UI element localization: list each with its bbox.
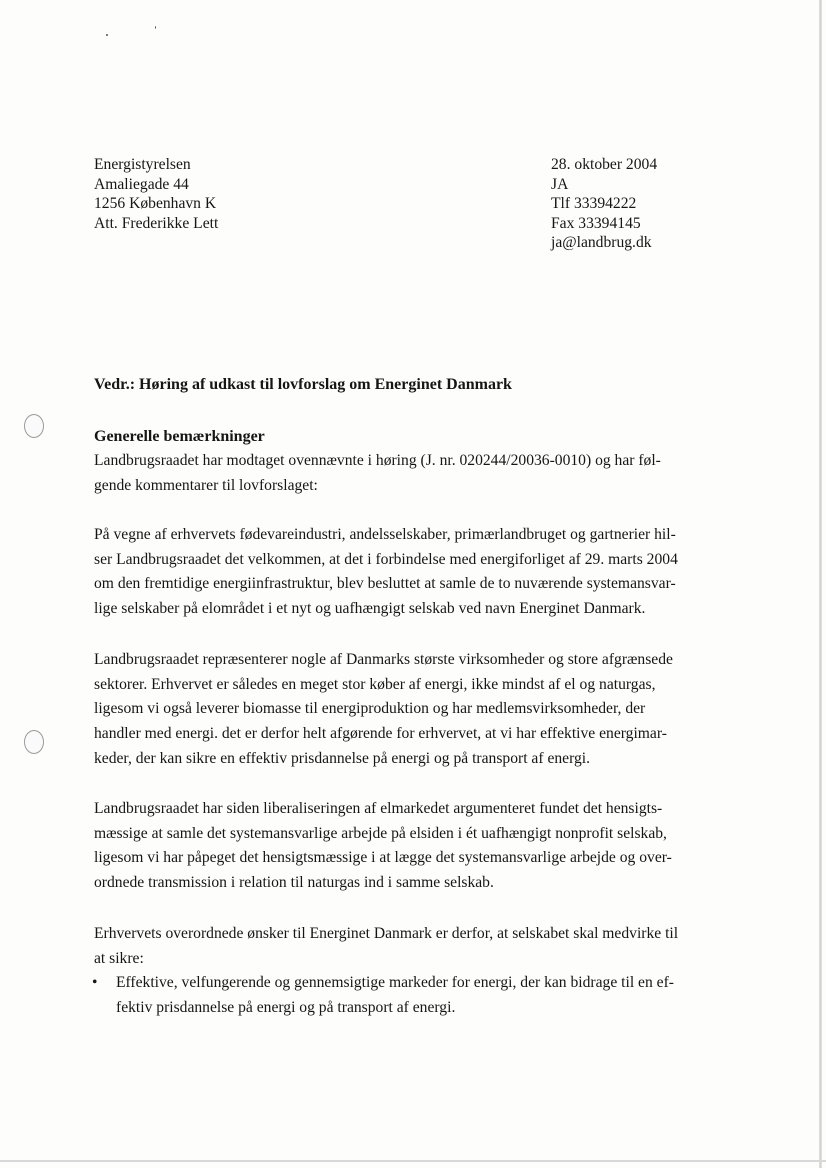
paragraph-line: keder, der kan sikre en effektiv prisdannelse på energi og på transport af energi. <box>94 749 591 767</box>
body-paragraph <box>94 523 722 622</box>
recipient-address <box>94 155 218 233</box>
recipient-line: Att. Frederikke Lett <box>94 214 219 232</box>
body-paragraph <box>94 648 722 772</box>
sender-info <box>551 155 657 253</box>
paragraph-line: ligesom vi har påpeget det hensigtsmæssige i at lægge det systemansvarlige arbejde og over- <box>94 849 672 867</box>
bullet-line: fektiv prisdannelse på energi og på transport af energi. <box>116 998 456 1016</box>
paragraph-line: Landbrugsraadet repræsenterer nogle af Danmarks største virksomheder og store afgrænsede <box>94 651 673 668</box>
subject-line: Vedr.: Høring af udkast til lovforslag om Energinet Danmark <box>94 376 512 393</box>
bullet-item <box>92 971 720 1020</box>
recipient-line: Amaliegade 44 <box>94 175 189 193</box>
paragraph-line: På vegne af erhvervets fødevareindustri, andelsselskaber, primærlandbruget og gartnerier hil- <box>94 526 676 543</box>
body-paragraph <box>94 797 722 896</box>
scan-speck <box>155 26 156 29</box>
body-paragraph <box>94 449 722 498</box>
section-heading: Generelle bemærkninger <box>94 428 265 445</box>
bullet-icon: • <box>92 974 98 991</box>
scan-bottom-edge <box>0 1160 826 1162</box>
paragraph-line: sektorer. Erhvervet er således en meget stor køber af energi, ikke mindst af el og naturgas, <box>94 675 656 693</box>
sender-initials: JA <box>551 175 569 193</box>
scan-speck <box>106 34 108 36</box>
paragraph-line: at sikre: <box>94 949 144 967</box>
recipient-line: 1256 København K <box>94 195 217 213</box>
punch-hole-top <box>24 414 44 438</box>
paragraph-line: ser Landbrugsraadet det velkommen, at det i forbindelse med energiforliget af 29. marts 2004 <box>94 550 678 568</box>
body-paragraph <box>94 922 722 971</box>
paragraph-line: lige selskaber på elområdet i et nyt og uafhængigt selskab ved navn Energinet Danmark. <box>94 600 646 618</box>
sender-phone: Tlf 33394222 <box>551 195 637 213</box>
paragraph-line: om den fremtidige energiinfrastruktur, blev besluttet at samle de to nuværende systemansvar- <box>94 575 676 593</box>
paragraph-line: Erhvervets overordnede ønsker til Energinet Danmark er derfor, at selskabet skal medvirke til <box>94 925 679 942</box>
sender-email: ja@landbrug.dk <box>551 234 652 252</box>
letter-date: 28. oktober 2004 <box>551 156 658 173</box>
bullet-line: Effektive, velfungerende og gennemsigtige markeder for energi, der kan bidrage til en ef- <box>116 974 674 991</box>
sender-fax: Fax 33394145 <box>551 214 641 232</box>
paragraph-line: ligesom vi også leverer biomasse til energiproduktion og har medlemsvirksomheder, der <box>94 700 646 718</box>
bullet-list <box>92 971 720 1020</box>
paragraph-line: mæssige at samle det systemansvarlige arbejde på elsiden i ét uafhængigt nonprofit selskab, <box>94 824 667 842</box>
paragraph-line: Landbrugsraadet har modtaget ovennævnte i høring (J. nr. 020244/20036-0010) og har føl- <box>94 452 661 469</box>
paragraph-line: handler med energi. det er derfor helt afgørende for erhvervet, at vi har effektive energimar- <box>94 725 667 743</box>
scan-right-edge <box>819 0 822 1168</box>
recipient-line: Energistyrelsen <box>94 156 191 173</box>
paragraph-line: ordnede transmission i relation til naturgas ind i samme selskab. <box>94 874 494 892</box>
paragraph-line: gende kommentarer til lovforslaget: <box>94 476 318 494</box>
paragraph-line: Landbrugsraadet har siden liberaliseringen af elmarkedet argumenteret fundet det hensigts- <box>94 800 663 817</box>
punch-hole-bottom <box>24 730 44 754</box>
